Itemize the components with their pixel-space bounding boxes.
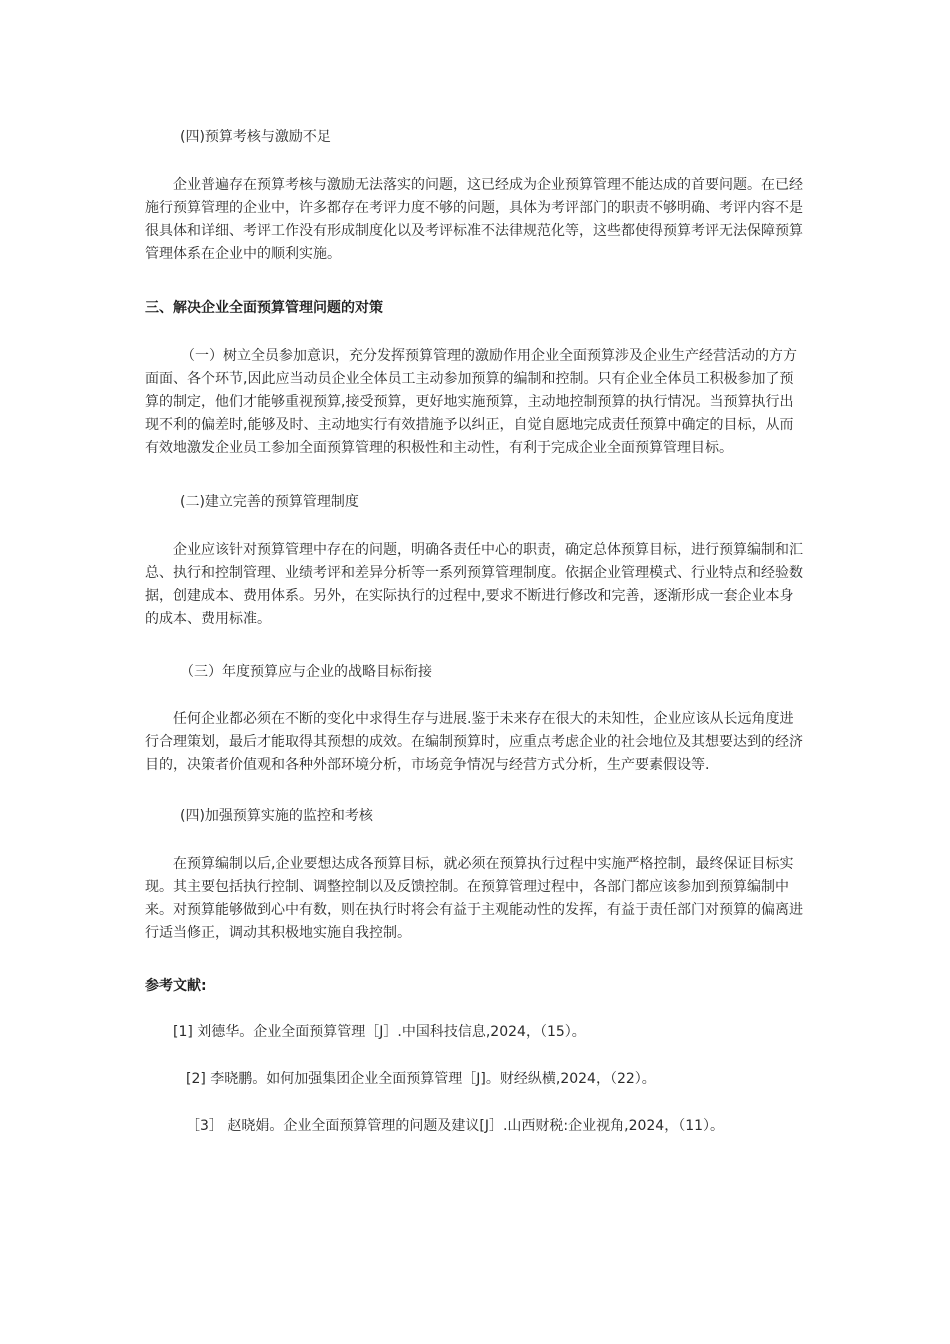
- reference-item: ［3］ 赵晓娟。企业全面预算管理的问题及建议[J］.山西财税:企业视角,2024，（11）。: [186, 1118, 725, 1134]
- heading-budget-assessment-shortage: (四)预算考核与激励不足: [180, 129, 331, 145]
- reference-item: [1] 刘德华。企业全面预算管理［J］.中国科技信息,2024，（15）。: [173, 1024, 586, 1040]
- reference-item: [2] 李晓鹏。如何加强集团企业全面预算管理［J]。财经纵横,2024，（22）。: [186, 1071, 656, 1087]
- paragraph-annual-budget-strategy: 任何企业都必须在不断的变化中求得生存与进展.鉴于未来存在很大的未知性，企业应该从长远角度进行合理策划，最后才能取得其预想的成效。在编制预算时，应重点考虑企业的社会地位及其想要达到的经济目的，决策者价值观和各种外部环境分析，市场竞争情况与经营方式分析，生产要素假设等.: [145, 711, 803, 773]
- paragraph-all-staff-participation: （一）树立全员参加意识，充分发挥预算管理的激励作用企业全面预算涉及企业生产经营活动的方方面面、各个环节,因此应当动员企业全体员工主动参加预算的编制和控制。只有企业全体员工积极参加了预算的制定，他们才能够重视预算,接受预算，更好地实施预算，主动地控制预算的执行情况。当预算执行出现不利的偏差时,能够及时、主动地实行有效措施予以纠正，自觉自愿地完成责任预算中确定的目标，从而有效地激发企业员工参加全面预算管理的积极性和主动性，有利于完成企业全面预算管理目标。: [145, 348, 797, 456]
- references-heading: 参考文献:: [145, 978, 207, 994]
- heading-budget-system: (二)建立完善的预算管理制度: [180, 494, 359, 510]
- paragraph-monitoring-assessment: 在预算编制以后,企业要想达成各预算目标，就必须在预算执行过程中实施严格控制，最终保证目标实现。其主要包括执行控制、调整控制以及反馈控制。在预算管理过程中，各部门都应该参加到预算编制中来。对预算能够做到心中有数，则在执行时将会有益于主观能动性的发挥，有益于责任部门对预算的偏离进行适当修正，调动其积极地实施自我控制。: [145, 856, 803, 941]
- paragraph-budget-system: 企业应该针对预算管理中存在的问题，明确各责任中心的职责，确定总体预算目标，进行预算编制和汇总、执行和控制管理、业绩考评和差异分析等一系列预算管理制度。依据企业管理模式、行业特点和经验数据，创建成本、费用体系。另外，在实际执行的过程中,要求不断进行修改和完善，逐渐形成一套企业本身的成本、费用标准。: [145, 542, 803, 627]
- heading-annual-budget-strategy: （三）年度预算应与企业的战略目标衔接: [180, 664, 432, 680]
- heading-monitoring-assessment: (四)加强预算实施的监控和考核: [180, 808, 373, 824]
- section-heading-countermeasures: 三、解决企业全面预算管理问题的对策: [145, 300, 383, 316]
- paragraph-budget-assessment-shortage: 企业普遍存在预算考核与激励无法落实的问题，这已经成为企业预算管理不能达成的首要问题。在已经施行预算管理的企业中，许多都存在考评力度不够的问题，具体为考评部门的职责不够明确、考评内容不是很具体和详细、考评工作没有形成制度化以及考评标准不法律规范化等，这些都使得预算考评无法保障预算管理体系在企业中的顺利实施。: [145, 177, 803, 262]
